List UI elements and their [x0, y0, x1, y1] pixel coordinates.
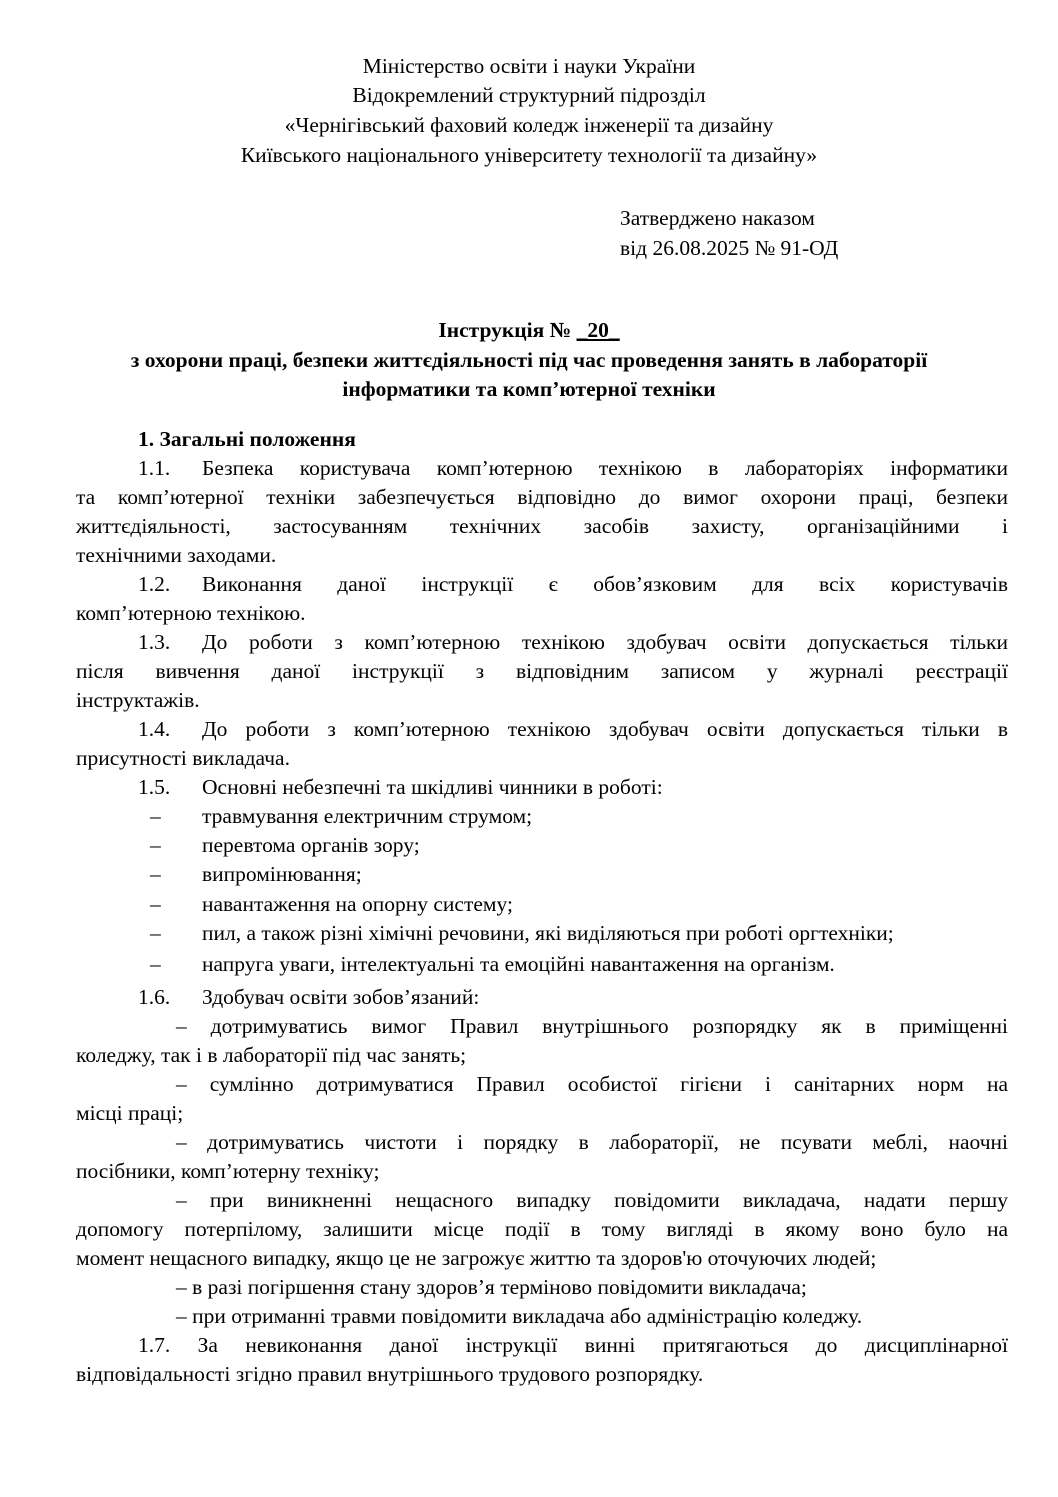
hazard-item: пил, а також різні хімічні речовини, які виділяються при роботі оргтехніки; [202, 921, 894, 945]
p1-6-line1: 1.6. Здобувач освіти зобов’язаний: [138, 985, 480, 1009]
p1-4-line2: присутності викладача. [76, 746, 290, 770]
p1-4-line1: 1.4. До роботи з комп’ютерною технікою здобувач освіти допускається тільки в [138, 717, 1008, 741]
p1-5-line1: 1.5. Основні небезпечні та шкідливі чинники в роботі: [138, 775, 663, 799]
bullet-dash: – [150, 892, 161, 916]
p1-7-line1: 1.7. За невиконання даної інструкції винні притягаються до дисциплінарної [138, 1333, 1008, 1357]
section-heading: 1. Загальні положення [138, 427, 356, 451]
approval-line2: від 26.08.2025 № 91-ОД [620, 236, 839, 260]
p1-2-line1: 1.2. Виконання даної інструкції є обов’язковим для всіх користувачів [138, 572, 1008, 596]
duty-item-4-line2: допомогу потерпілому, залишити місце події в тому вигляді в якому воно було на [76, 1217, 1008, 1241]
p1-3-line3: інструктажів. [76, 688, 200, 712]
p1-3-line1: 1.3. До роботи з комп’ютерною технікою здобувач освіти допускається тільки [138, 630, 1008, 654]
header-university: Київського національного університету технології та дизайну» [240, 143, 818, 167]
duty-item-4-line1: – при виникненні нещасного випадку повідомити викладача, надати першу [176, 1188, 1008, 1212]
instruction-number: _20_ [576, 318, 620, 342]
hazard-item: навантаження на опорну систему; [202, 892, 513, 916]
p1-3-line2: після вивчення даної інструкції з відповідним записом у журналі реєстрації [76, 659, 1008, 683]
p1-1-line4: технічними заходами. [76, 543, 277, 567]
hazard-item: напруга уваги, інтелектуальні та емоційні навантаження на організм. [202, 952, 835, 976]
p1-1-line1: 1.1. Безпека користувача комп’ютерною технікою в лабораторіях інформатики [138, 456, 1008, 480]
hazard-item: перевтома органів зору; [202, 833, 420, 857]
hazard-item: випромінювання; [202, 862, 362, 886]
instruction-subtitle-line1: з охорони праці, безпеки життєдіяльності під час проведення занять в лабораторії [130, 348, 928, 372]
instruction-subtitle-line2: інформатики та комп’ютерної техніки [342, 377, 716, 401]
bullet-dash: – [150, 921, 161, 945]
bullet-dash: – [150, 862, 161, 886]
duty-item-1-line1: – дотримуватись вимог Правил внутрішнього розпорядку як в приміщенні [176, 1014, 1008, 1038]
bullet-dash: – [150, 952, 161, 976]
header-subdivision: Відокремлений структурний підрозділ [352, 83, 706, 107]
p1-1-line2: та комп’ютерної техніки забезпечується відповідно до вимог охорони праці, безпеки [76, 485, 1008, 509]
duty-item-4-line3: момент нещасного випадку, якщо це не загрожує життю та здоров'ю оточуючих людей; [76, 1246, 877, 1270]
duty-item-6: – при отриманні травми повідомити викладача або адміністрацію коледжу. [176, 1304, 863, 1328]
duty-item-2-line1: – сумлінно дотримуватися Правил особистої гігієни і санітарних норм на [176, 1072, 1008, 1096]
instruction-title-prefix: Інструкція № [438, 318, 577, 342]
duty-item-1-line2: коледжу, так і в лабораторії під час занять; [76, 1043, 467, 1067]
duty-item-5: – в разі погіршення стану здоров’я терміново повідомити викладача; [176, 1275, 807, 1299]
duty-item-2-line2: місці праці; [76, 1101, 184, 1125]
hazard-item: травмування електричним струмом; [202, 804, 533, 828]
bullet-dash: – [150, 804, 161, 828]
p1-7-line2: відповідальності згідно правил внутрішнього трудового розпорядку. [76, 1362, 704, 1386]
p1-1-line3: життєдіяльності, застосуванням технічних засобів захисту, організаційними і [76, 514, 1008, 538]
duty-item-3-line2: посібники, комп’ютерну техніку; [76, 1159, 380, 1183]
instruction-title [0, 316, 1058, 345]
bullet-dash: – [150, 833, 161, 857]
duty-item-3-line1: – дотримуватись чистоти і порядку в лабораторії, не псувати меблі, наочні [176, 1130, 1008, 1154]
header-ministry: Міністерство освіти і науки України [362, 54, 696, 78]
p1-2-line2: комп’ютерною технікою. [76, 601, 306, 625]
approval-line1: Затверджено наказом [620, 206, 815, 230]
header-college: «Чернігівський фаховий коледж інженерії та дизайну [284, 113, 774, 137]
